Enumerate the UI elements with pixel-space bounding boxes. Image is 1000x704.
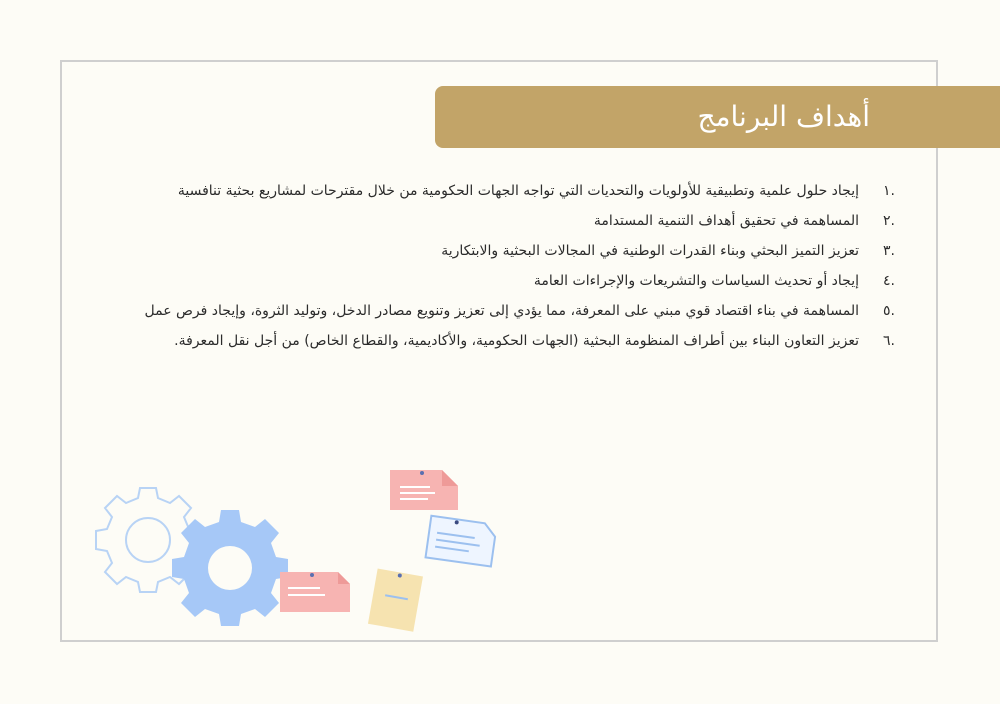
goal-item-3 <box>110 236 895 266</box>
goal-number: .٢ <box>883 213 895 229</box>
gear-filled-icon <box>172 510 288 626</box>
blue-note-icon <box>426 516 497 567</box>
goal-item-2 <box>110 206 895 236</box>
goal-number: .٦ <box>883 333 895 349</box>
title-banner <box>435 86 1000 148</box>
goal-item-4 <box>110 266 895 296</box>
goal-text: تعزيز التعاون البناء بين أطراف المنظومة البحثية (الجهات الحكومية، والأكاديمية، والقطاع الخاص) من أجل نقل المعرفة. <box>174 333 859 349</box>
goal-number: .٣ <box>883 243 895 259</box>
goal-text: تعزيز التميز البحثي وبناء القدرات الوطنية في المجالات البحثية والابتكارية <box>441 243 859 259</box>
goal-text: إيجاد أو تحديث السياسات والتشريعات والإجراءات العامة <box>533 273 859 289</box>
goal-text: إيجاد حلول علمية وتطبيقية للأولويات والتحديات التي تواجه الجهات الحكومية من خلال مقترحات لمشاريع بحثية تنافسية <box>177 183 859 199</box>
goals-list <box>110 176 895 356</box>
goal-number: .٤ <box>883 273 895 289</box>
goal-text: المساهمة في تحقيق أهداف التنمية المستدامة <box>593 213 859 229</box>
pink-note-icon <box>390 470 458 510</box>
gears-and-notes-illustration <box>90 462 510 637</box>
goal-text: المساهمة في بناء اقتصاد قوي مبني على المعرفة، مما يؤدي إلى تعزيز وتنويع مصادر الدخل، وتوليد الثروة، وإيجاد فرص عمل <box>144 303 859 319</box>
page-title: أهداف البرنامج <box>697 100 870 133</box>
goal-number: .١ <box>883 183 895 199</box>
pink-note-icon <box>280 572 350 612</box>
goal-item-6 <box>110 326 895 356</box>
goal-item-5 <box>110 296 895 326</box>
goal-number: .٥ <box>883 303 895 319</box>
yellow-note-icon <box>368 569 423 632</box>
goal-item-1 <box>110 176 895 206</box>
